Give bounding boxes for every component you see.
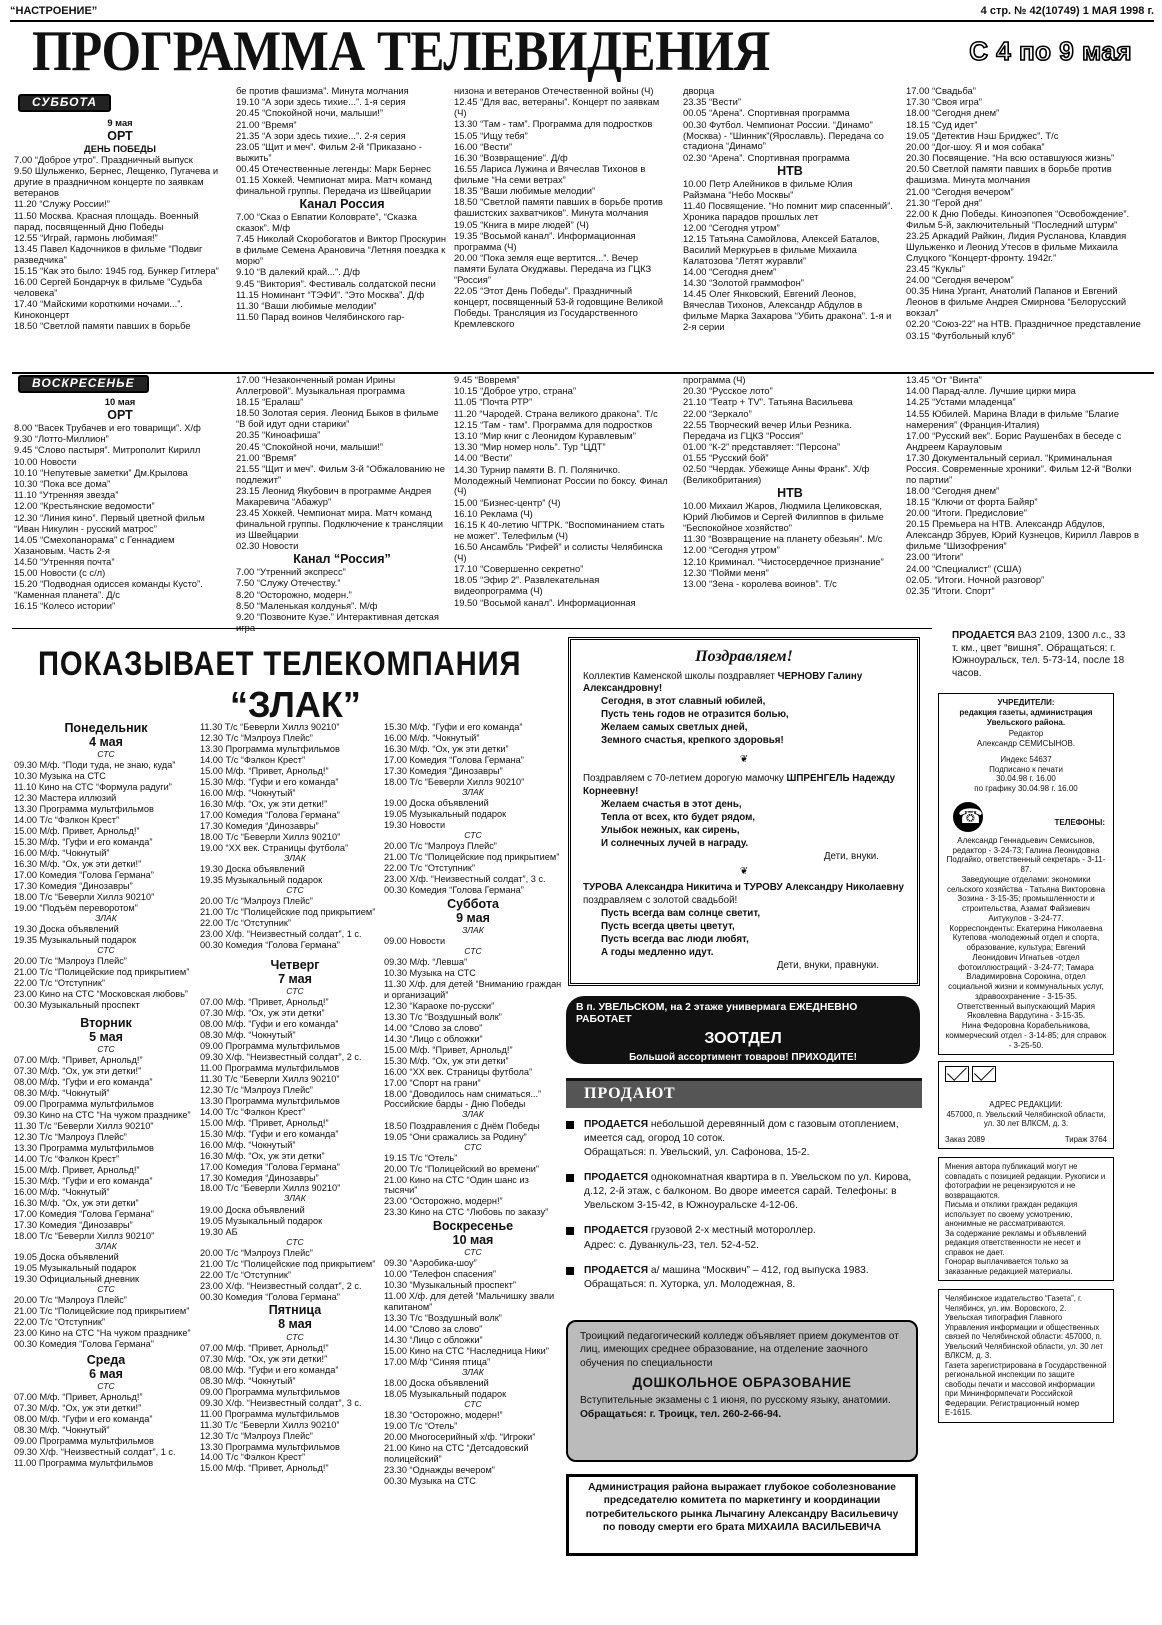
phones-list: Александр Геннадьевич Семисынов, редактор - 3-24-73; Галина Леонидовна Подгайко, ответственный секретарь - 3-11-87. Заведующие отделами: экономики сельского хозяйства - Татьяна Викторовна Зозина - 3-15-35; промышленности и строительства, Азамат Файзиевич Аитукулов - 3-24-77. Корреспонденты: Екатерина Николаевна Кутепова -молодежный отдел и спорта, образование, культура; Евгений Леонидович Игнатьев -отдел фотоиллюстраций - 3-24-77; Тамара Владимировна Сорокина, отдел социальной жизни и коммунальных услуг, здравоохранение - 3-15-35. Ответственный выпускающий Мария Яковлевна Вардугина - 3-15-35. Нина Федоровна Корабельникова, коммерческий отдел - 3-14-85; для справок - 3-25-50. (945, 835, 1107, 1050)
saturday-label: СУББОТА (18, 94, 111, 112)
car-sale-ad: ПРОДАЕТСЯ ВАЗ 2109, 1300 л.с., 33 т. км., цвет “вишня”. Обращаться: г. Южноуральск, тел. 5-73-14, после 18 часов. (952, 630, 1126, 679)
sunday-col-1: 10 мая ОРТ 8.00 “Васек Трубачев и его товарищи”. Х/ф 9.30 “Лотто-Миллион” 9.45 “Слово пастыря”. Митрополит Кирилл 10.00 Новости 10.10 “Непутевые заметки” Дм.Крылова 10.30 “Пока все дома” 11.10 “Утренняя звезда” 12.00 “Крестьянские ведомости” 12.30 “Линия кино”. Первый цветной фильм “Иван Никулин - русский матрос” 14.05 “Смехопанорама” с Геннадием Хазановым. Часть 2-я 14.50 “Утренняя почта” 15.00 Новости (с с/л) 15.20 “Подводная одиссея команды Кусто”. “Каменная планета”. Д/с 16.15 “Колесо истории” (14, 396, 205, 612)
classified-ads (566, 1118, 924, 1303)
sunday-col-3: 9.45 “Вовремя” 10.15 “Доброе утро, страна” 11.05 “Почта РТР” 11.20 “Чародей. Страна великого дракона”. Т/с 12.15 “Там - там”. Программа для подростков 13.10 “Мир книг с Леонидом Куравлевым” 13.30 “Мир номер ноль”. Тур “ЦДТ” 14.00 “Вести” 14.30 Турнир памяти В. П. Поляничко. Молодежный Чемпионат России по боксу. Финал (Ч) 15.00 “Бизнес-центр” (Ч) 16.10 Реклама (Ч) 16.15 К 40-летию ЧГТРК. “Воспоминанием стать не может”. Телефильм (Ч) 16.50 Ансамбль “Рифей” и солисты Челябинска (Ч) 17.10 “Совершенно секретно” 18.05 “Эфир 2”. Развлекательная видеопрограмма (Ч) 19.50 “Восьмой канал”. Информационная (454, 374, 668, 608)
zlak-name: “ЗЛАК” (230, 684, 361, 725)
flower-ornament: ❦ (739, 866, 749, 878)
page-header (10, 4, 1154, 22)
ad-item: ПРОДАЕТСЯ однокомнатная квартира в п. Увельском по ул. Кирова, д.12, 2-й этаж, с балконом. Во дворе имеется сарай. Телефоны: в Увельском 3-15-42, в Южноуральске 4-12-06. (566, 1171, 924, 1213)
phones-title: ТЕЛЕФОНЫ: (1054, 817, 1105, 827)
greeting-2-sign: Дети, внуки. (823, 850, 879, 862)
phone-icon (953, 802, 983, 832)
greeting-3: ТУРОВА Александра Никитича и ТУРОВУ Александру Николаевну поздравляем с золотой свадьбой! (583, 882, 904, 907)
ad-item: ПРОДАЕТСЯ грузовой 2-х местный мотороллер. Адрес: с. Дуванкуль-23, тел. 52-4-52. (566, 1224, 924, 1252)
greetings-title: Поздравляем! (695, 648, 793, 665)
zlak-col-1: Понедельник 4 мая СТС 09.30 М/ф. “Поди туда, не знаю, куда” 10.30 Музыка на СТС 11.10 Кино на СТС “Формула радуги” 12.30 Мастера иллюзий 13.30 Программа мультфильмов 14.00 Т/с “Фэлкон Крест” 15.00 М/ф. Привет, Арнольд!” 15.30 М/ф. “Гуфи и его команда” 16.00 М/ф. “Чокнутый” 16.30 М/ф. “Ох, уж эти детки!” 17.00 Комедия “Голова Германа” 17.30 Комедия “Динозавры” 18.00 Т/с “Беверли Хиллз 90210” 19.00 “Подъём переворотом” ЗЛАК 19.30 Доска объявлений 19.35 Музыкальный подарок СТС 20.00 Т/с “Мэлроуз Плейс” 21.00 Т/с “Полицейские под прикрытием” 22.00 Т/с “Отступник” 23.00 Кино на СТС “Московская любовь” 00.30 Музыкальный проспект Вторник 5 мая СТС 07.00 М/ф. “Привет, Арнольд!” 07.30 М/ф. “Ох, уж эти детки!” 08.00 М/ф. “Гуфи и его команда” 08.30 М/ф. “Чокнутый” 09.00 Программа мультфильмов 09.30 Кино на СТС “На чужом празднике” 11.30 Т/с “Беверли Хиллз 90210” 12.30 Т/с “Мэлроуз Плейс” 13.30 Программа мультфильмов 14.00 Т/с “Фэлкон Крест” 15.00 М/ф. Привет, Арнольд!” 15.30 М/ф. “Гуфи и его команда” 16.00 М/ф. “Чокнутый” 16.30 М/ф. “Ох, уж эти детки” 17.00 Комедия “Голова Германа” 17.30 Комедия “Динозавры” 18.00 Т/с “Беверли Хиллз 90210” ЗЛАК 19.05 Доска объявлений 19.05 Музыкальный подарок 19.30 Официальный дневник СТС 20.00 Т/с “Мэлроуз Плейс” 21.00 Т/с “Полицейские под прикрытием” 22.00 Т/с “Отступник” 23.00 Кино на СТС “На чужом празднике” 00.30 Комедия “Голова Германа” Среда 6 мая СТС 07.00 М/ф. “Привет, Арнольд!” 07.30 М/ф. “Ох, уж эти детки!” 08.00 М/ф. “Гуфи и его команда” 08.30 М/ф. “Чокнутый” 09.00 Программа мультфильмов 09.30 Х/ф. “Неизвестный солдат”, 1 с. 11.00 Программа мультфильмов (14, 721, 191, 1468)
founders: УЧРЕДИТЕЛИ: редакция газеты, администрация Увельского района. (959, 698, 1093, 727)
college-ad (566, 1320, 918, 1462)
editor: Редактор Александр СЕМИСЫНОВ. (976, 729, 1076, 748)
zoo-title: ЗООТДЕЛ (704, 1030, 782, 1048)
prodayut-heading: ПРОДАЮТ (566, 1078, 922, 1108)
date-range: С 4 по 9 мая (969, 36, 1132, 66)
condolence: Администрация района выражает глубокое соболезнование председателю комитета по маркетингу и координации потребительского рынка Лычагину Александру Васильевичу по поводу смерти его брата МИХАИЛА ВАСИЛЬЕВИЧА (566, 1474, 918, 1556)
college-text: Троицкий педагогический колледж объявляет прием документов от лиц, имеющих среднее образование, на отделение заочного обучения по специальности (580, 1331, 899, 1369)
print-index: Индекс 54637 Подписано к печати 30.04.98 г. 16.00 по графику 30.04.98 г. 16.00 (974, 754, 1078, 793)
zlak-col-3: 15.30 М/ф. “Гуфи и его команда” 16.00 М/ф. “Чокнутый” 16.30 М/ф. “Ох, уж эти детки” 17.00 Комедия “Голова Германа” 17.30 Комедия “Динозавры” 18.00 Т/с “Беверли Хиллз 90210” ЗЛАК 19.00 Доска объявлений 19.05 Музыкальный подарок 19.30 Новости СТС 20.00 Т/с “Мэлроуз Плейс” 21.00 Т/с “Полицейские под прикрытием” 22.00 Т/с “Отступник” 23.00 Х/ф. “Неизвестный солдат”, 3 с. 00.30 Комедия “Голова Германа” Суббота 9 мая ЗЛАК 09.00 Новости СТС 09.30 М/ф. “Левша” 10.30 Музыка на СТС 11.30 Х/ф. для детей “Вниманию граждан и организаций” 12.30 “Караоке по-русски” 13.30 Т/с “Воздушный волк” 14.00 “Слово за слово” 14.30 “Лицо с обложки” 15.00 М/ф. “Привет, Арнольд!” 15.30 М/ф. “Ох, уж эти детки” 16.00 “XX век. Страницы футбола” 17.00 “Спорт на грани” 18.00 “Доводилось нам сниматься...” Российские барды - Дню Победы ЗЛАК 18.50 Поздравления с Днём Победы 19.05 “Они сражались за Родину” СТС 19.15 Т/с “Отель” 20.00 Т/с “Полицейский во времени” 21.00 Кино на СТС “Один шанс из тысячи” 23.00 “Осторожно, модерн!” 23.30 Кино на СТС “Любовь по заказу” Воскресенье 10 мая СТС 09.30 “Аэробика-шоу” 10.00 “Телефон спасения” 10.30 “Музыкальный проспект” 11.00 Х/ф. для детей “Мальчишку звали капитаном” 13.30 Т/с “Воздушный волк” 14.00 “Слово за слово” 14.30 “Лицо с обложки” 15.00 Кино на СТС “Наследница Ники” 17.00 М/ф “Синяя птица” ЗЛАК 18.00 Доска объявлений 18.05 Музыкальный подарок СТС 18.30 “Осторожно, модерн!” 19.00 Т/с “Отель” 20.00 Многосерийный х/ф. “Игроки” 21.00 Кино на СТС “Детсадовский полицейский” 23.30 “Однажды вечером” 00.30 Музыка на СТС (384, 722, 562, 1486)
ad-item: ПРОДАЕТСЯ небольшой деревянный дом с газовым отоплением, имеется сад, огород 10 соток. Обращаться: п. Увельский, ул. Сафонова, 15-2. (566, 1118, 924, 1160)
college-contact: Обращаться: г. Троицк, тел. 260-2-66-94. (580, 1408, 782, 1420)
sunday-section (12, 372, 149, 397)
sunday-col-5: 13.45 “От “Винта” 14.00 Парад-алле. Лучшие цирки мира 14.25 “Устами младенца” 14.55 Юбилей. Марина Влади в фильме “Благие намерения” (Франция-Италия) 17.00 “Русский век”. Борис Раушенбах в беседе с Андреем Карауловым 17.30 Документальный сериал. “Криминальная Россия. Современные хроники”. Фильм 12-й “Волки по партии” 18.00 “Сегодня днем” 18.15 “Ключи от форта Байяр” 20.00 “Итоги. Предисловие” 20.15 Премьера на НТВ. Александр Абдулов, Александр Збруев, Юрий Кузнецов, Кирилл Лавров в фильме “Шизофрения” 23.00 “Итоги” 24.00 “Специалист” (США) 02.05. “Итоги. Ночной разговор” 02.35 “Итоги. Спорт” (906, 374, 1139, 597)
college-exams: Вступительные экзамены с 1 июня, по русскому языку, анатомии. (580, 1395, 891, 1407)
college-specialty: ДОШКОЛЬНОЕ ОБРАЗОВАНИЕ (632, 1374, 852, 1390)
sunday-col-4: программа (Ч) 20.30 “Русское лото” 21.10 “Театр + TV”. Татьяна Васильева 22.00 “Зеркало” 22.55 Творческий вечер Ильи Резника. Передача из ГЦКЗ “Россия” 01.00 “К-2” представляет: “Персона” 01.55 “Русский бой” 02.50 “Чердак. Убежище Анны Франк”. Х/ф (Великобритания) НТВ 10.00 Михаил Жаров, Людмила Целиковская, Юрий Любимов и Сергей Филиппов в фильме “Беспокойное хозяйство” 11.30 “Возвращение на планету обезьян”. М/с 12.00 “Сегодня утром” 12.10 Криминал. “Чистосердечное признание” 12.30 “Пойми меня” 13.00 “Зена - королева воинов”. Т/с (683, 374, 884, 590)
saturday-section (12, 91, 111, 116)
greeting-2-verse: Желаем счастья в этот день, Тепла от всех, кто будет рядом, Улыбок нежных, как сирень, И солнечных лучей в награду. (601, 798, 756, 849)
envelope-icon (945, 1066, 969, 1082)
publisher-info: Челябинское издательство “Газета”, г. Челябинск, ул. им. Воровского, 2. Увельская типография Главного Управления информации и общественных связей по Челябинской области: 457000, п. Увельский Челябинской области, ул. 30 лет ВЛКСМ, д. 3. Газета зарегистрирована в Государственной региональной инспекции по защите свободы печати и массовой информации при Мининформпечати Российской Федерации. Регистрационный номер Е-1615. (938, 1289, 1114, 1423)
editorial-notes: Мнения автора публикаций могут не совпадать с позицией редакции. Рукописи и фотографии не рецензируются и не возвращаются. Письма и отклики граждан редакция использует по своему усмотрению, анонимные не рассматриваются. За содержание рекламы и объявлений редакция ответственности не несет и справок не дает. Гонорар выплачивается только за заказанные редакцией материалы. (938, 1157, 1114, 1281)
sunday-label: ВОСКРЕСЕНЬЕ (18, 375, 149, 393)
greeting-3-sign: Дети, внуки, правнуки. (776, 959, 879, 971)
saturday-col-2: бе против фашизма”. Минута молчания 19.10 “А зори здесь тихие...”. 1-я серия 20.45 “Спокойной ночи, малыши!” 21.00 “Время” 21.35 “А зори здесь тихие...”. 2-я серия 23.05 “Щит и меч”. Фильм 2-й “Приказано - выжить” 00.45 Отечественные легенды: Марк Бернес 01.15 Хоккей. Чемпионат мира. Матч команд финальной группы. Передача из Швейцарии Канал Россия 7.00 “Сказ о Евпатии Коловрате”, “Сказка сказок”. М/ф 7.45 Николай Скоробогатов и Виктор Проскурин в фильме Семена Арановича “Летняя поездка к морю” 9.10 “В далекий край...”. Д/ф 9.45 “Виктория”. Фестиваль солдатской песни 11.15 Номинант “ТЭФИ”. “Это Москва”. Д/ф 11.30 “Ваши любимые мелодии” 11.50 Парад воинов Челябинского гар- (236, 85, 447, 323)
zoo-ad (566, 996, 920, 1064)
zoo-text: В п. УВЕЛЬСКОМ, на 2 этаже универмага ЕЖЕДНЕВНО РАБОТАЕТ (576, 1002, 858, 1026)
saturday-col-4: дворца 23.35 “Вести” 00.05 “Арена”. Спортивная программа 00.30 Футбол. Чемпионат России. “Динамо” (Москва) - “Шинник”(Ярославль). Передача со стадиона “Динамо” 02.30 “Арена”. Спортивная программа НТВ 10.00 Петр Алейников в фильме Юлия Райзмана “Небо Москвы” 11.40 Посвящение. “Но помнит мир спасенный”. Хроника парадов прошлых лет 12.00 “Сегодня утром” 12.15 Татьяна Самойлова, Алексей Баталов, Василий Меркурьев в фильме Михаила Калатозова “Летят журавли” 14.00 “Сегодня днем” 14.30 “Золотой граммофон” 14.45 Олег Янковский, Евгений Леонов, Вячеслав Тихонов, Александр Абдулов в фильме Марка Захарова “Убить дракона”. 1-я и 2-я серии (683, 85, 893, 333)
print-run: Тираж 3764 (1064, 1134, 1107, 1144)
saturday-col-5: 17.00 “Свадьба” 17.30 “Своя игра” 18.00 “Сегодня днем” 18.15 “Суд идет” 19.05 “Детектив Нэш Бриджес”. Т/с 20.00 “Дог-шоу. Я и моя собака” 20.30 Посвящение. “На всю оставшуюся жизнь” 20.50 Светлой памяти павших в борьбе против фашизма. Минута молчания 21.00 “Сегодня вечером” 21.30 “Герой дня” 22.00 К Дню Победы. Киноэпопея “Освобождение”. Фильм 5-й, заключительный “Последний штурм” 23.25 Аркадий Райкин, Лидия Русланова, Клавдия Шульженко и Леонид Утесов в фильме Михаила Слуцкого “Концерт-фронту. 1942г.” 23.45 “Куклы” 24.00 “Сегодня вечером” 00.35 Нина Ургант, Анатолий Папанов и Евгений Леонов в фильме Андрея Смирнова “Белорусский вокзал” 02.20 “Союз-22” на НТВ. Праздничное представление 03.15 “Футбольный клуб” (906, 85, 1141, 341)
sunday-col-2: 17.00 “Незаконченный роман Ирины Аллегровой”. Музыкальная программа 18.15 “Ералаш” 18.50 Золотая серия. Леонид Быков в фильме “В бой идут одни старики” 20.35 “Киноафиша” 20.45 “Спокойной ночи, малыши!” 21.00 “Время” 21.55 “Щит и меч”. Фильм 3-й “Обжалованию не подлежит” 23.15 Леонид Якубович в программе Андрея Макаревича “Абажур” 23.45 Хоккей. Чемпионат мира. Матч команд финальной группы. Подключение к трансляции из Швейцарии 02.30 Новости Канал “Россия” 7.00 “Утренний экспресс” 7.50 “Служу Отечеству.” 8.20 “Осторожно, модерн.” 8.50 “Маленькая колдунья”. М/ф 9.20 “Позвоните Кузе.” Интерактивная детская (236, 374, 445, 623)
ad-item: ПРОДАЕТСЯ а/ машина “Москвич” – 412, год выпуска 1983. Обращаться: п. Хуторка, ул. Молодежная, 8. (566, 1264, 924, 1292)
greeting-2: Поздравляем с 70-летием дорогую мамочку ШПРЕНГЕЛЬ Надежду Корнеевну! (583, 773, 896, 797)
editorial-address: АДРЕС РЕДАКЦИИ: 457000, п. Увельский Челябинской области, ул. 30 лет ВЛКСМ, д. 3. (946, 1100, 1106, 1129)
greeting-1: Коллектив Каменской школы поздравляет ЧЕРНОВУ Галину Александровну! (583, 670, 863, 695)
page-title: ПРОГРАММА ТЕЛЕВИДЕНИЯ (32, 20, 770, 84)
zlak-heading: ПОКАЗЫВАЕТ ТЕЛЕКОМПАНИЯ (38, 645, 522, 683)
greeting-3-verse: Пусть всегда вам солнце светит, Пусть всегда цветы цветут, Пусть всегда вас люди любят, А годы медленно идут. (601, 908, 761, 958)
order-number: Заказ 2089 (945, 1134, 985, 1144)
zoo-slogan: Большой ассортимент товаров! ПРИХОДИТЕ! (629, 1051, 857, 1063)
imprint (938, 693, 1114, 1423)
saturday-col-1: 9 мая ОРТ ДЕНЬ ПОБЕДЫ 7.00 “Доброе утро”. Праздничный выпуск 9.50 Шульженко, Бернес, Лещенко, Пугачева и другие в праздничном концерте по заявкам ветеранов 11.20 “Служу России!” 11.50 Москва. Красная площадь. Военный парад, посвященный Дню Победы 12.55 “Играй, гармонь любимая!” 13.45 Павел Кадочников в фильме “Подвиг разведчика” 15.15 “Как это было: 1945 год. Бункер Гитлера” 16.00 Сергей Бондарчук в фильме “Судьба человека” 17.40 “Майскими короткими ночами...”. Киноконцерт 18.50 “Светлой памяти павших в борьбе (14, 117, 219, 332)
newspaper-name: “НАСТРОЕНИЕ” (10, 5, 98, 17)
saturday-col-3: низона и ветеранов Отечественной войны (Ч) 12.45 “Для вас, ветераны”. Концерт по заявкам (Ч) 13.30 “Там - там”. Программа для подростков 15.05 “Ищу тебя” 16.00 “Вести” 16.30 “Возвращение”. Д/ф 16.55 Лариса Лужина и Вячеслав Тихонов в фильме “На семи ветрах” 18.35 “Ваши любимые мелодии” 18.50 “Светлой памяти павших в борьбе против фашистских захватчиков”. Минута молчания 19.05 “Книга в мире людей” (Ч) 19.35 “Восьмой канал”. Информационная программа (Ч) 20.00 “Пока земля еще вертится...”. Вечер памяти Булата Окуджавы. Передача из ГЦКЗ “Россия” 22.05 “Этот День Победы”. Праздничный концерт, посвященный 53-й годовщине Великой Победы. Трансляция из Государственного Кремлевского (454, 85, 663, 329)
zlak-col-2: 11.30 Т/с “Беверли Хиллз 90210” 12.30 Т/с “Мэлроуз Плейс” 13.30 Программа мультфильмов 14.00 Т/с “Фэлкон Крест” 15.00 М/ф. “Привет, Арнольд!” 15.30 М/ф. “Гуфи и его команда” 16.00 М/ф. “Чокнутый” 16.30 М/ф. “Ох, уж эти детки!” 17.00 Комедия “Голова Германа” 17.30 Комедия “Динозавры” 18.00 Т/с “Беверли Хиллз 90210” 19.00 “XX век. Страницы футбола” ЗЛАК 19.30 Доска объявлений 19.35 Музыкальный подарок СТС 20.00 Т/с “Мэлроуз Плейс” 21.00 Т/с “Полицейские под прикрытием” 22.00 Т/с “Отступник” 23.00 Х/ф. “Неизвестный солдат”, 1 с. 00.30 Комедия “Голова Германа” Четверг 7 мая СТС 07.00 М/ф. “Привет, Арнольд!” 07.30 М/ф. “Ох, уж эти детки” 08.00 М/ф. “Гуфи и его команда” 08.30 М/ф. “Чокнутый” 09.00 Программа мультфильмов 09.30 Х/ф. “Неизвестный солдат”, 2 с. 11.00 Программа мультфильмов 11.30 Т/с “Беверли Хиллз 90210” 12.30 Т/с “Мэлроуз Плейс” 13.30 Программа мультфильмов 14.00 Т/с “Фэлкон Крест” 15.00 М/ф. “Привет, Арнольд!” 15.30 М/ф. “Гуфи и его команда” 16.00 М/ф. “Чокнутый” 16.30 М/ф. “Ох, уж эти детки” 17.00 Комедия “Голова Германа” 17.30 Комедия “Динозавры” 18.00 Т/с “Беверли Хиллз 90210” ЗЛАК 19.00 Доска объявлений 19.05 Музыкальный подарок 19.30 АБ СТС 20.00 Т/с “Мэлроуз Плейс” 21.00 Т/с “Полицейские под прикрытием” 22.00 Т/с “Отступник” 23.00 Х/ф. “Неизвестный солдат”, 2 с. 00.30 Комедия “Голова Германа” Пятница 8 мая СТС 07.00 М/ф. “Привет, Арнольд!” 07.30 М/ф. “Ох, уж эти детки!” 08.00 М/ф. “Гуфи и его команда” 08.30 М/ф. “Чокнутый” 09.00 Программа мультфильмов 09.30 Х/ф. “Неизвестный солдат”, 3 с. 11.00 Программа мультфильмов 11.30 Т/с “Беверли Хиллз 90210” 12.30 Т/с “Мэлроуз Плейс” 13.30 Программа мультфильмов 14.00 Т/с “Фэлкон Крест” 15.00 М/ф. “Привет, Арнольд!” (200, 722, 376, 1474)
envelope-icon (972, 1066, 996, 1082)
issue-info: 4 стр. № 42(10749) 1 МАЯ 1998 г. (980, 5, 1154, 17)
section-divider (12, 628, 932, 629)
section-divider (12, 372, 1154, 374)
greetings-box (568, 637, 920, 986)
flower-ornament: ❦ (739, 754, 749, 766)
greeting-1-verse: Сегодня, в этот славный юбилей, Пусть тень годов не отразится болью, Желаем самых светлых дней, Земного счастья, крепкого здоровья! (601, 696, 789, 747)
